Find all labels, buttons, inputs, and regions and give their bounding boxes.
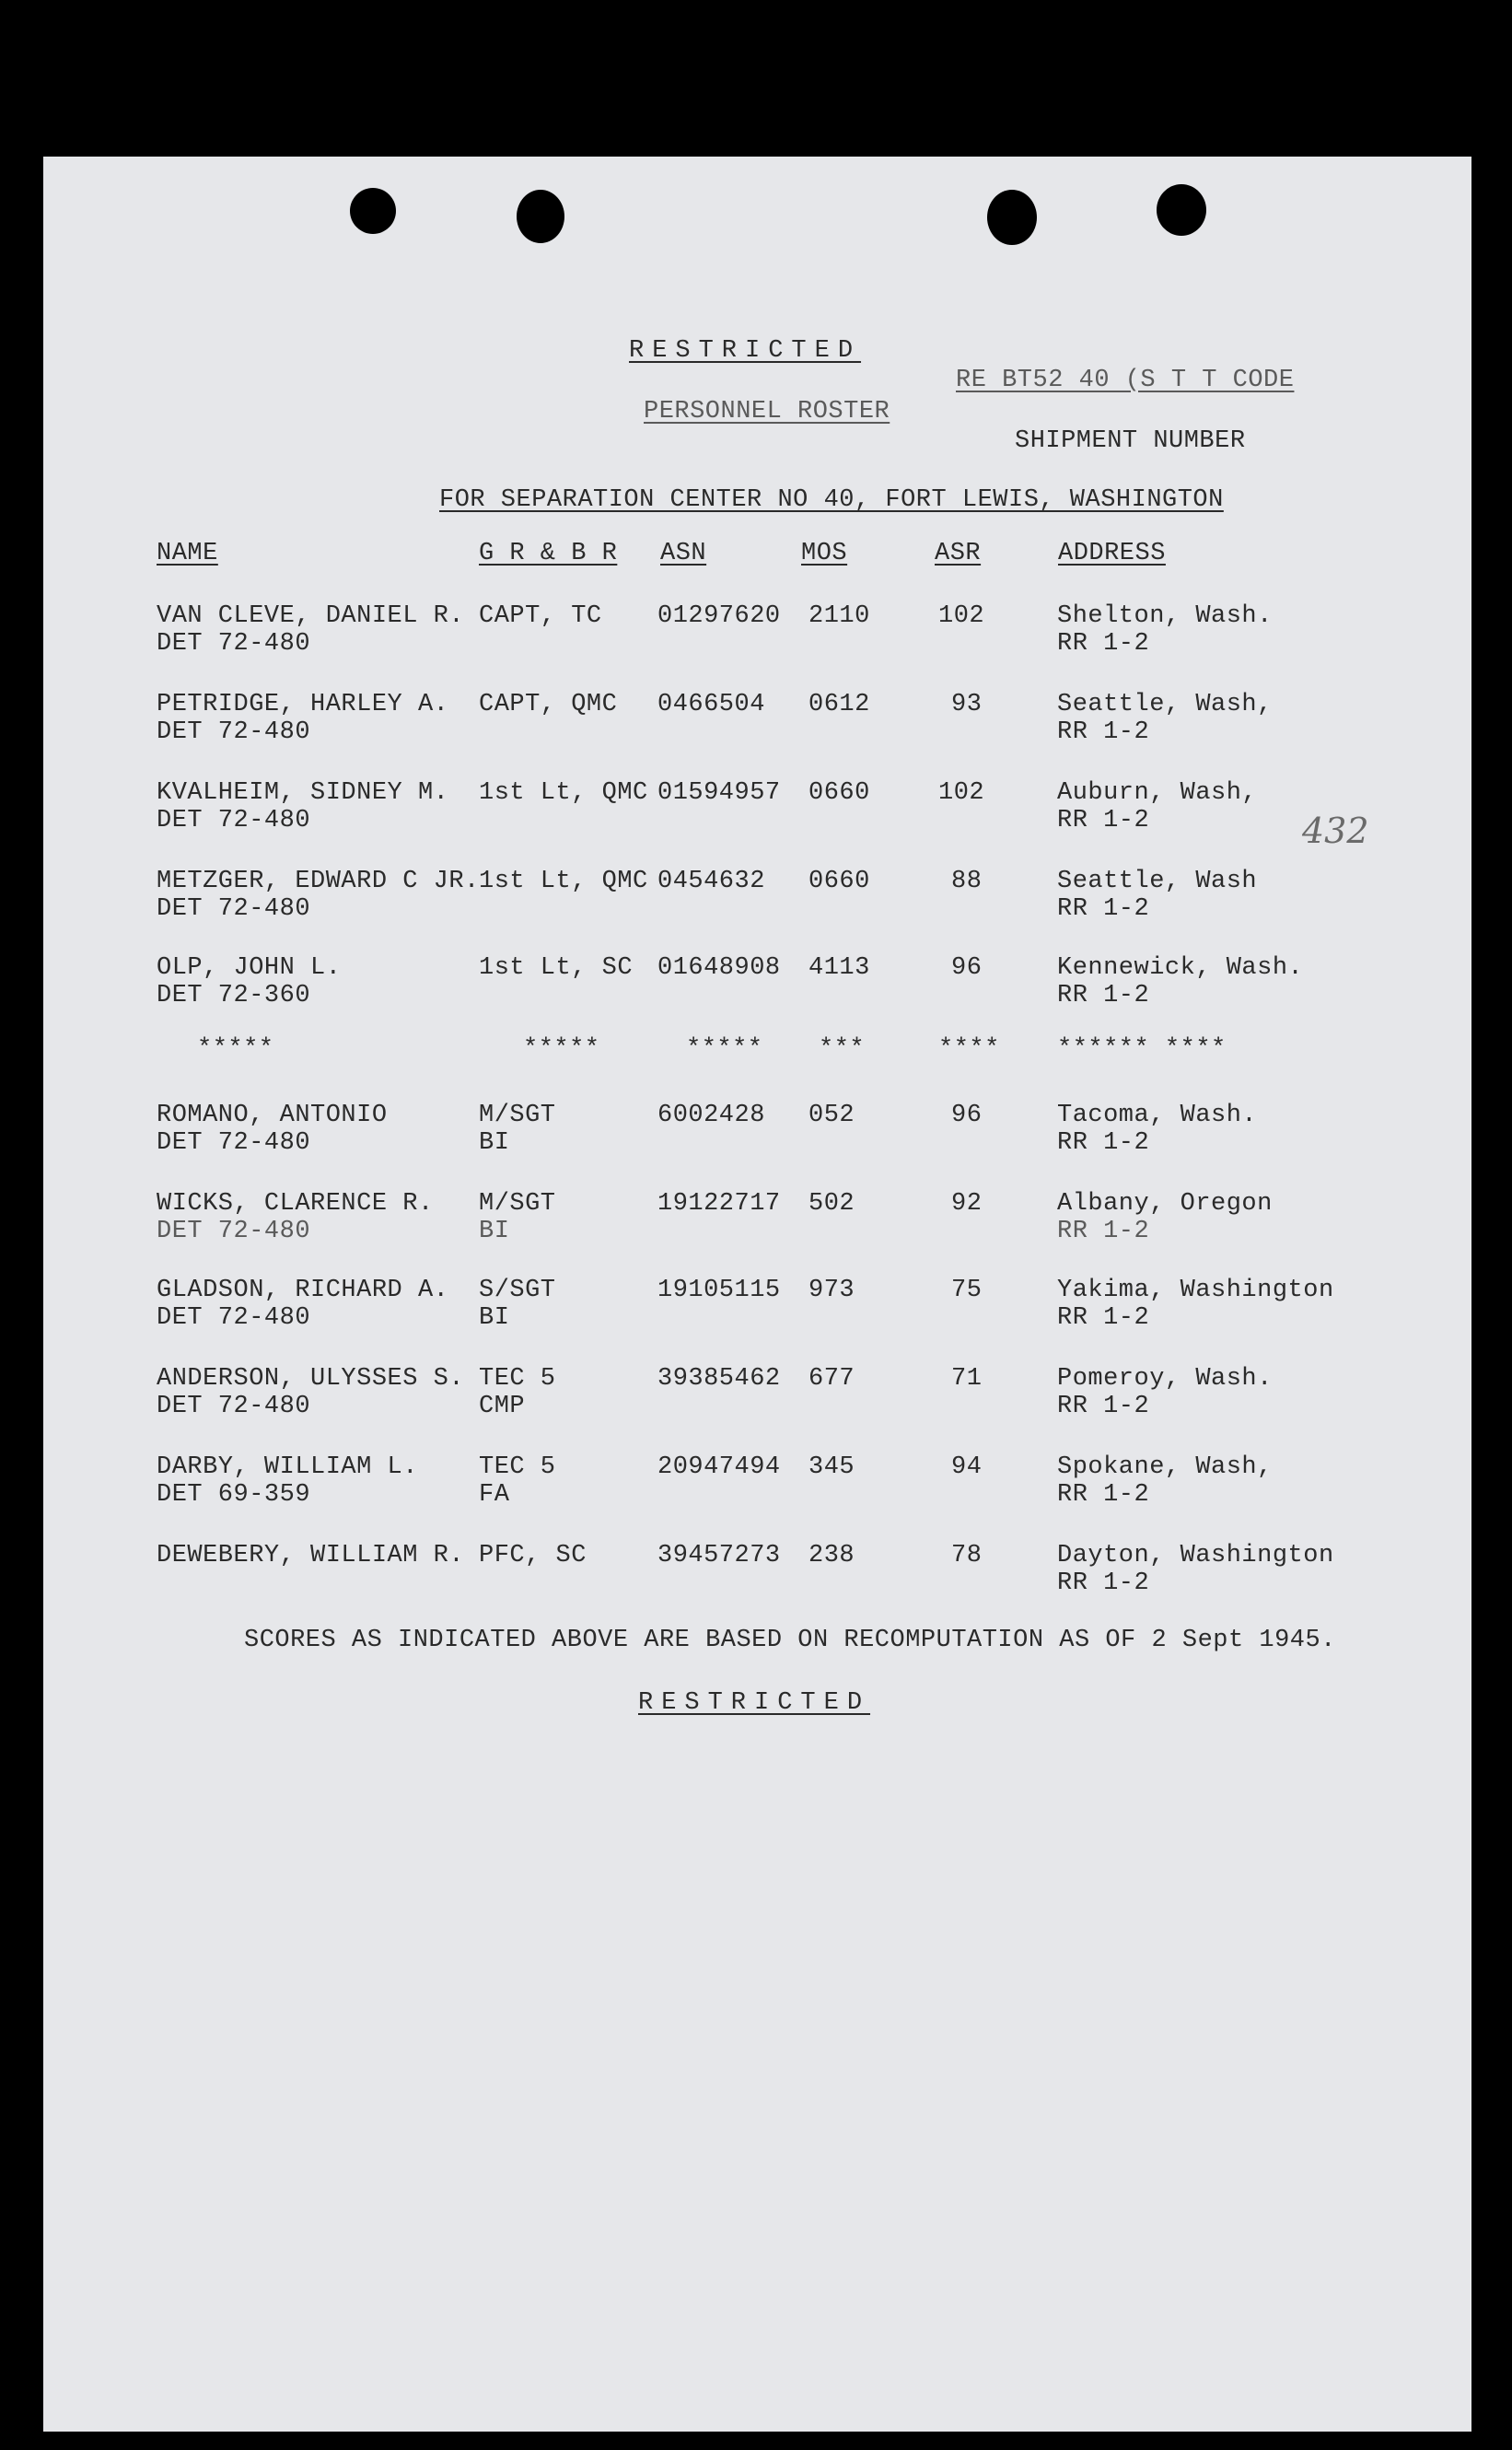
table-row	[43, 1542, 1471, 1606]
row-asn: 39457273	[657, 1542, 781, 1569]
row-asr: 71	[951, 1365, 983, 1393]
separation-center-line: FOR SEPARATION CENTER NO 40, FORT LEWIS, WASHINGTON	[439, 486, 1224, 514]
row-asn: 0466504	[657, 691, 765, 718]
row-det: DET 72-480	[157, 1218, 311, 1245]
row-asr: 96	[951, 1102, 983, 1129]
separator-name: *****	[197, 1035, 274, 1063]
row-address-route: RR 1-2	[1057, 718, 1150, 746]
row-mos: 238	[808, 1542, 855, 1569]
row-asr: 88	[951, 868, 983, 895]
row-asn: 0454632	[657, 868, 765, 895]
separator-grade: *****	[523, 1035, 600, 1063]
table-row	[43, 868, 1471, 932]
row-name: METZGER, EDWARD C JR.	[157, 868, 480, 895]
row-det: DET 69-359	[157, 1481, 311, 1509]
row-address: Spokane, Wash,	[1057, 1453, 1273, 1481]
row-asn: 01648908	[657, 954, 781, 982]
separator-asn: *****	[686, 1035, 763, 1063]
row-name: PETRIDGE, HARLEY A.	[157, 691, 449, 718]
row-address: Kennewick, Wash.	[1057, 954, 1304, 982]
column-header-mos: MOS	[801, 540, 848, 567]
separator-row	[43, 1035, 1471, 1100]
row-grade: S/SGT	[479, 1277, 556, 1304]
separator-asr: ****	[938, 1035, 1000, 1063]
row-mos: 677	[808, 1365, 855, 1393]
row-asr: 102	[938, 779, 985, 807]
punch-hole	[987, 190, 1037, 245]
row-name: DARBY, WILLIAM L.	[157, 1453, 418, 1481]
row-mos: 973	[808, 1277, 855, 1304]
row-mos: 0612	[808, 691, 870, 718]
row-grade: 1st Lt, QMC	[479, 868, 648, 895]
punch-hole	[1157, 184, 1206, 236]
row-det: DET 72-360	[157, 982, 311, 1009]
row-address-route: RR 1-2	[1057, 1569, 1150, 1597]
row-name: WICKS, CLARENCE R.	[157, 1190, 434, 1218]
table-row	[43, 1277, 1471, 1341]
table-row	[43, 1365, 1471, 1429]
row-asr: 94	[951, 1453, 983, 1481]
row-address: Tacoma, Wash.	[1057, 1102, 1258, 1129]
row-grade: PFC, SC	[479, 1542, 587, 1569]
row-address: Shelton, Wash.	[1057, 602, 1273, 630]
document-page	[43, 157, 1471, 2432]
row-det: DET 72-480	[157, 895, 311, 923]
row-name: ANDERSON, ULYSSES S.	[157, 1365, 465, 1393]
row-asr: 92	[951, 1190, 983, 1218]
row-mos: 0660	[808, 779, 870, 807]
row-name: VAN CLEVE, DANIEL R.	[157, 602, 465, 630]
row-det: DET 72-480	[157, 630, 311, 658]
row-name: GLADSON, RICHARD A.	[157, 1277, 449, 1304]
table-row	[43, 1190, 1471, 1254]
row-asr: 93	[951, 691, 983, 718]
row-mos: 0660	[808, 868, 870, 895]
row-address: Albany, Oregon	[1057, 1190, 1273, 1218]
row-asr: 75	[951, 1277, 983, 1304]
row-asr: 102	[938, 602, 985, 630]
row-address-route: RR 1-2	[1057, 1129, 1150, 1157]
row-det: DET 72-480	[157, 1393, 311, 1420]
separator-address: ****** ****	[1057, 1035, 1227, 1063]
table-row	[43, 1453, 1471, 1518]
page-number: 432	[1302, 811, 1369, 851]
row-asn: 20947494	[657, 1453, 781, 1481]
row-mos: 345	[808, 1453, 855, 1481]
scores-note: SCORES AS INDICATED ABOVE ARE BASED ON RECOMPUTATION AS OF 2 Sept 1945.	[244, 1627, 1336, 1654]
row-name: KVALHEIM, SIDNEY M.	[157, 779, 449, 807]
row-mos: 052	[808, 1102, 855, 1129]
row-asn: 39385462	[657, 1365, 781, 1393]
row-address: Yakima, Washington	[1057, 1277, 1334, 1304]
row-det: DET 72-480	[157, 807, 311, 834]
restricted-footer: RESTRICTED	[638, 1689, 871, 1717]
row-det: DET 72-480	[157, 1304, 311, 1332]
column-header-grade: G R & B R	[479, 540, 618, 567]
row-address-route: RR 1-2	[1057, 1481, 1150, 1509]
row-grade: 1st Lt, SC	[479, 954, 634, 982]
row-asn: 19105115	[657, 1277, 781, 1304]
row-address: Seattle, Wash,	[1057, 691, 1273, 718]
row-address-route: RR 1-2	[1057, 982, 1150, 1009]
table-row	[43, 602, 1471, 667]
row-asn: 19122717	[657, 1190, 781, 1218]
row-branch: BI	[479, 1304, 510, 1332]
row-grade: TEC 5	[479, 1453, 556, 1481]
row-name: OLP, JOHN L.	[157, 954, 342, 982]
row-grade: TEC 5	[479, 1365, 556, 1393]
row-asr: 78	[951, 1542, 983, 1569]
row-name: ROMANO, ANTONIO	[157, 1102, 388, 1129]
row-address-route: RR 1-2	[1057, 895, 1150, 923]
row-asn: 01594957	[657, 779, 781, 807]
separator-mos: ***	[819, 1035, 866, 1063]
row-grade: M/SGT	[479, 1190, 556, 1218]
row-branch: CMP	[479, 1393, 526, 1420]
column-header-asn: ASN	[660, 540, 707, 567]
shipment-number-label: SHIPMENT NUMBER	[1015, 427, 1246, 455]
row-name: DEWEBERY, WILLIAM R.	[157, 1542, 465, 1569]
row-det: DET 72-480	[157, 1129, 311, 1157]
row-address: Seattle, Wash	[1057, 868, 1258, 895]
row-branch: BI	[479, 1218, 510, 1245]
row-address-route: RR 1-2	[1057, 1218, 1150, 1245]
row-address-route: RR 1-2	[1057, 1393, 1150, 1420]
table-row	[43, 1102, 1471, 1166]
row-address-route: RR 1-2	[1057, 807, 1150, 834]
punch-hole	[517, 190, 564, 243]
row-address-route: RR 1-2	[1057, 1304, 1150, 1332]
row-asn: 01297620	[657, 602, 781, 630]
code-line: RE BT52 40 (S T T CODE	[956, 367, 1295, 394]
row-mos: 4113	[808, 954, 870, 982]
row-mos: 502	[808, 1190, 855, 1218]
column-header-asr: ASR	[935, 540, 982, 567]
row-grade: CAPT, QMC	[479, 691, 618, 718]
row-address: Pomeroy, Wash.	[1057, 1365, 1273, 1393]
row-grade: CAPT, TC	[479, 602, 602, 630]
row-det: DET 72-480	[157, 718, 311, 746]
table-row	[43, 691, 1471, 755]
restricted-heading: RESTRICTED	[629, 337, 862, 365]
row-asr: 96	[951, 954, 983, 982]
table-row	[43, 954, 1471, 1019]
row-address-route: RR 1-2	[1057, 630, 1150, 658]
row-grade: 1st Lt, QMC	[479, 779, 648, 807]
roster-title: PERSONNEL ROSTER	[644, 398, 890, 426]
row-mos: 2110	[808, 602, 870, 630]
table-row	[43, 779, 1471, 844]
row-branch: BI	[479, 1129, 510, 1157]
row-grade: M/SGT	[479, 1102, 556, 1129]
punch-hole	[350, 188, 396, 234]
column-header-name: NAME	[157, 540, 218, 567]
row-address: Auburn, Wash,	[1057, 779, 1258, 807]
row-address: Dayton, Washington	[1057, 1542, 1334, 1569]
row-branch: FA	[479, 1481, 510, 1509]
column-header-address: ADDRESS	[1058, 540, 1166, 567]
row-asn: 6002428	[657, 1102, 765, 1129]
